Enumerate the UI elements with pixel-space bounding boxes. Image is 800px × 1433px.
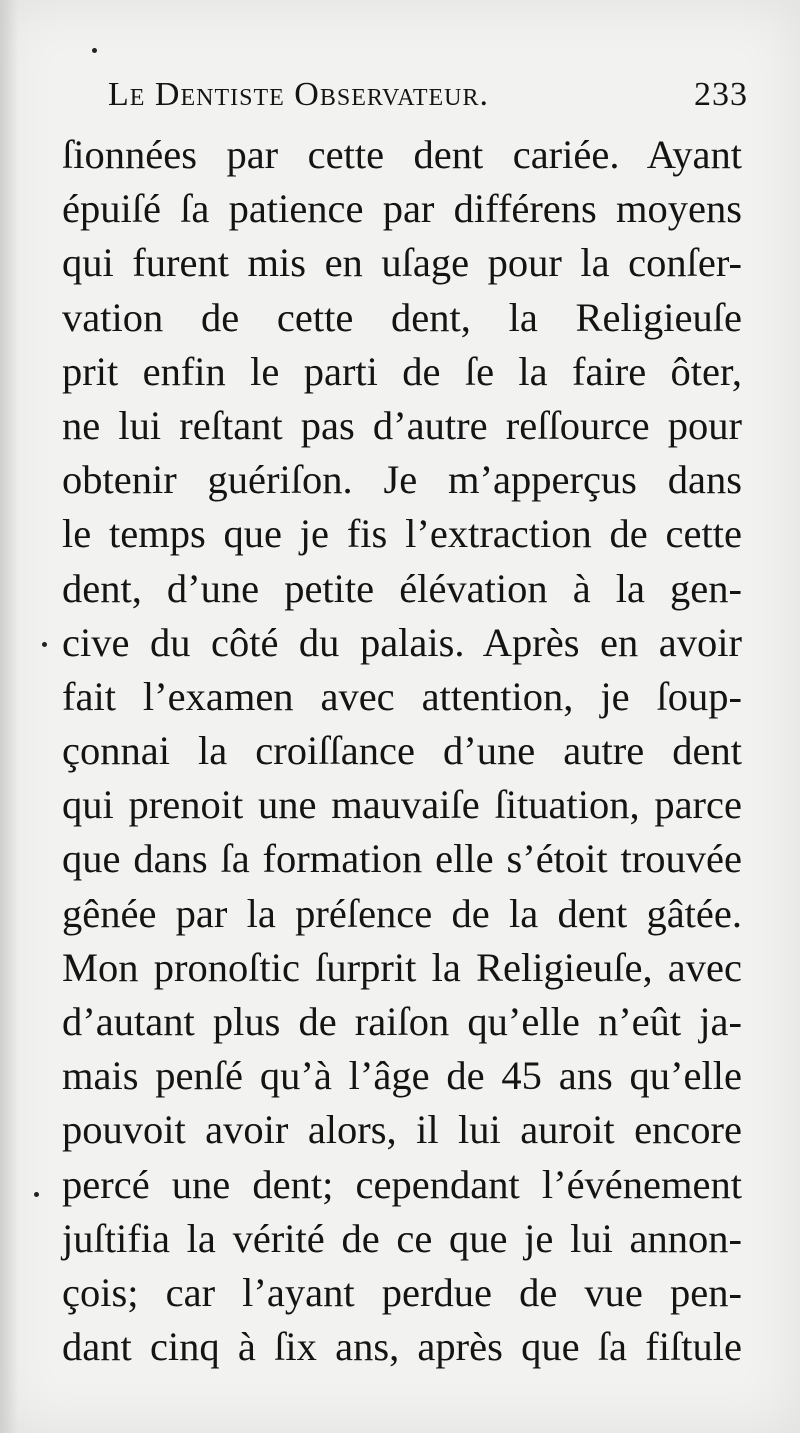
text-line: d’autant plus de raiſon qu’elle n’eût ja- xyxy=(62,999,742,1044)
text-line: le temps que je fis l’extraction de cette xyxy=(62,511,742,557)
text-line: fait l’examen avec attention, je ſoup- xyxy=(62,673,742,719)
running-title: Le Dentiste Observateur. xyxy=(108,76,490,113)
text-line: çonnai la croiſſance d’une autre dent xyxy=(62,728,742,774)
text-line: qui prenoit une mauvaiſe ſituation, parce xyxy=(62,782,742,828)
text-line: percé une dent; cependant l’événement xyxy=(62,1161,742,1207)
text-line: obtenir guériſon. Je m’apperçus dans xyxy=(62,457,742,503)
ink-speck xyxy=(34,1192,39,1197)
text-line: ne lui reſtant pas d’autre reſſource pour xyxy=(62,402,742,448)
text-line: pouvoit avoir alors, il lui auroit encore xyxy=(62,1107,742,1153)
text-line: qui furent mis en uſage pour la conſer- xyxy=(62,240,742,286)
text-line: çois; car l’ayant perdue de vue pen- xyxy=(62,1269,742,1315)
text-line: mais penſé qu’à l’âge de 45 ans qu’elle xyxy=(62,1053,742,1099)
text-line: ſionnées par cette dent cariée. Ayant xyxy=(62,132,742,177)
body-text xyxy=(62,128,742,1374)
text-line: vation de cette dent, la Religieuſe xyxy=(62,294,742,340)
text-line: cive du côté du palais. Après en avoir xyxy=(62,619,742,665)
text-line: juſtifia la vérité de ce que je lui annon- xyxy=(62,1215,742,1261)
ink-speck xyxy=(42,642,47,647)
text-line: prit enfin le parti de ſe la faire ôter, xyxy=(62,348,742,394)
page-header xyxy=(108,68,748,124)
text-line: gênée par la préſence de la dent gâtée. xyxy=(62,890,742,936)
text-line: que dans ſa formation elle s’étoit trouvée xyxy=(62,836,742,882)
text-line: dant cinq à ſix ans, après que ſa fiſtule xyxy=(62,1324,742,1370)
text-line: dent, d’une petite élévation à la gen- xyxy=(62,565,742,611)
text-line: épuiſé ſa patience par différens moyens xyxy=(62,186,742,232)
text-line: Mon pronoſtic ſurprit la Religieuſe, avec xyxy=(62,944,742,990)
page-number: 233 xyxy=(694,76,748,113)
page-edge-shadow xyxy=(0,0,18,1433)
ink-speck xyxy=(92,48,97,53)
